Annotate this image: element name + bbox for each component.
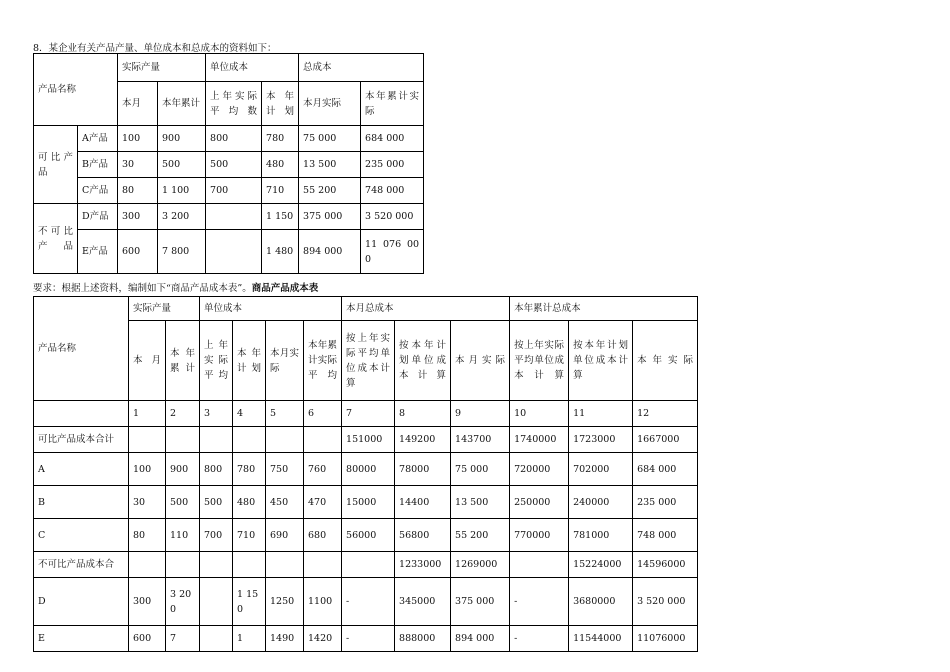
row-name: E [34, 626, 129, 652]
table-row [34, 552, 698, 578]
cell: 500 [166, 486, 200, 519]
cell: 1740000 [510, 427, 569, 453]
column-number: 7 [342, 401, 395, 427]
row-name: B产品 [78, 152, 118, 178]
row-name: A产品 [78, 126, 118, 152]
cell: 3 200 [158, 204, 206, 230]
cell [342, 552, 395, 578]
table-row [34, 486, 698, 519]
cell [200, 626, 233, 652]
subheader-3: 上年实际平均 [200, 321, 233, 401]
cell: 56800 [395, 519, 451, 552]
cell: 375 000 [451, 578, 510, 626]
cell [206, 204, 262, 230]
cell: 1 100 [158, 178, 206, 204]
cell: - [510, 578, 569, 626]
cell: 11076000 [633, 626, 698, 652]
header-ytd-total: 本年累计总成本 [510, 297, 698, 321]
subheader-10: 按上年实际平均单位成本计算 [510, 321, 569, 401]
header-ytd-actual: 本年累计实际 [361, 82, 424, 126]
cell: 151000 [342, 427, 395, 453]
cell: 75 000 [451, 453, 510, 486]
header-total-cost: 总成本 [299, 54, 424, 82]
cell [200, 552, 233, 578]
row-name: 不可比产品成本合 [34, 552, 129, 578]
cell: 14596000 [633, 552, 698, 578]
cell: 690 [266, 519, 304, 552]
header-unit-cost: 单位成本 [200, 297, 342, 321]
cell [200, 427, 233, 453]
cell: 750 [266, 453, 304, 486]
column-number: 4 [233, 401, 266, 427]
cell: 56000 [342, 519, 395, 552]
cell: 235 000 [361, 152, 424, 178]
cell: 470 [304, 486, 342, 519]
requirement-title: 商品产品成本表 [251, 283, 319, 294]
header-month: 本月 [118, 82, 158, 126]
cell [206, 230, 262, 274]
row-name: C [34, 519, 129, 552]
cell: 680 [304, 519, 342, 552]
cell: 7 [166, 626, 200, 652]
row-name: D产品 [78, 204, 118, 230]
cell: 1490 [266, 626, 304, 652]
cell: 1100 [304, 578, 342, 626]
cell [166, 552, 200, 578]
cell: - [342, 626, 395, 652]
cell: 30 [129, 486, 166, 519]
row-name: B [34, 486, 129, 519]
cell [200, 578, 233, 626]
cell: 710 [262, 178, 299, 204]
cell: 300 [118, 204, 158, 230]
subheader-4: 本年计划 [233, 321, 266, 401]
cell: 684 000 [361, 126, 424, 152]
subheader-11: 按本年计划单位成本计算 [569, 321, 633, 401]
cell: 600 [118, 230, 158, 274]
cell: 500 [158, 152, 206, 178]
table-row [34, 578, 698, 626]
row-name: D [34, 578, 129, 626]
cell: 80 [129, 519, 166, 552]
column-number: 5 [266, 401, 304, 427]
header-month-total: 本月总成本 [342, 297, 510, 321]
cell: - [342, 578, 395, 626]
cell: 1250 [266, 578, 304, 626]
cell [129, 427, 166, 453]
cell: 781000 [569, 519, 633, 552]
cell: 55 200 [299, 178, 361, 204]
cell [129, 552, 166, 578]
cell: 100 [129, 453, 166, 486]
table-row [34, 626, 698, 652]
cell [233, 552, 266, 578]
header-month-actual: 本月实际 [299, 82, 361, 126]
cell: 500 [206, 152, 262, 178]
column-number: 8 [395, 401, 451, 427]
requirement-line [33, 280, 318, 294]
header-unit-cost: 单位成本 [206, 54, 299, 82]
cell [304, 552, 342, 578]
cell: 7 800 [158, 230, 206, 274]
cell: 1723000 [569, 427, 633, 453]
question-text: 8．某企业有关产品产量、单位成本和总成本的资料如下： [33, 43, 277, 54]
cell: 149200 [395, 427, 451, 453]
subheader-9: 本月实际 [451, 321, 510, 401]
subheader-12: 本年实际 [633, 321, 698, 401]
header-plan: 本年计划 [262, 82, 299, 126]
cell: 1 480 [262, 230, 299, 274]
cell: 3 520 000 [633, 578, 698, 626]
cell: 684 000 [633, 453, 698, 486]
subheader-7: 按上年实际平均单位成本计算 [342, 321, 395, 401]
column-number: 10 [510, 401, 569, 427]
column-number: 11 [569, 401, 633, 427]
header-product-name: 产品名称 [34, 297, 129, 401]
cell: 748 000 [633, 519, 698, 552]
cell: 900 [166, 453, 200, 486]
cell: 894 000 [451, 626, 510, 652]
cell [266, 427, 304, 453]
cell: 780 [262, 126, 299, 152]
header-actual-qty: 实际产量 [129, 297, 200, 321]
column-number: 9 [451, 401, 510, 427]
subheader-1: 本月 [129, 321, 166, 401]
table-row [34, 427, 698, 453]
cell: 748 000 [361, 178, 424, 204]
row-name: 可比产品成本合计 [34, 427, 129, 453]
cell [304, 427, 342, 453]
cell: 480 [233, 486, 266, 519]
column-number: 2 [166, 401, 200, 427]
cell: 760 [304, 453, 342, 486]
cell: 700 [206, 178, 262, 204]
cell: 700 [200, 519, 233, 552]
cell: 11 076 000 [361, 230, 424, 274]
cell: 450 [266, 486, 304, 519]
group-noncomparable: 不可比产品 [34, 204, 78, 274]
table-row [34, 519, 698, 552]
column-number: 1 [129, 401, 166, 427]
cost-report-table [33, 296, 698, 652]
num-blank [34, 401, 129, 427]
cell: 3 520 000 [361, 204, 424, 230]
subheader-6: 本年累计实际平均 [304, 321, 342, 401]
cell [166, 427, 200, 453]
cell: 13 500 [451, 486, 510, 519]
cell: 14400 [395, 486, 451, 519]
row-name: A [34, 453, 129, 486]
cell: 110 [166, 519, 200, 552]
cell [266, 552, 304, 578]
cell: 15000 [342, 486, 395, 519]
cell: 11544000 [569, 626, 633, 652]
cell: 375 000 [299, 204, 361, 230]
cell: 300 [129, 578, 166, 626]
cell: 3 200 [166, 578, 200, 626]
cell: 720000 [510, 453, 569, 486]
subheader-2: 本年累计 [166, 321, 200, 401]
cell: 780 [233, 453, 266, 486]
table-row [34, 453, 698, 486]
cell: 500 [200, 486, 233, 519]
cell: 480 [262, 152, 299, 178]
column-number: 3 [200, 401, 233, 427]
product-data-table [33, 53, 424, 274]
header-actual-qty: 实际产量 [118, 54, 206, 82]
row-name: C产品 [78, 178, 118, 204]
header-last-year-avg: 上年实际平均数 [206, 82, 262, 126]
cell: 3680000 [569, 578, 633, 626]
cell: 13 500 [299, 152, 361, 178]
cell: 15224000 [569, 552, 633, 578]
cell: 143700 [451, 427, 510, 453]
cell: 900 [158, 126, 206, 152]
requirement-text: 要求：根据上述资料，编制如下“商品产品成本表”。 [33, 283, 252, 294]
cell: 80000 [342, 453, 395, 486]
cell: 75 000 [299, 126, 361, 152]
cell: 235 000 [633, 486, 698, 519]
cell [510, 552, 569, 578]
cell: 30 [118, 152, 158, 178]
group-comparable: 可比产品 [34, 126, 78, 204]
cell: 894 000 [299, 230, 361, 274]
cell: 600 [129, 626, 166, 652]
cell: 770000 [510, 519, 569, 552]
column-number: 6 [304, 401, 342, 427]
cell: 1667000 [633, 427, 698, 453]
subheader-5: 本月实际 [266, 321, 304, 401]
cell: 1 150 [262, 204, 299, 230]
subheader-8: 按本年计划单位成本计算 [395, 321, 451, 401]
cell: 1 150 [233, 578, 266, 626]
cell: 80 [118, 178, 158, 204]
cell: 1269000 [451, 552, 510, 578]
cell: 100 [118, 126, 158, 152]
cell: 710 [233, 519, 266, 552]
header-ytd: 本年累计 [158, 82, 206, 126]
row-name: E产品 [78, 230, 118, 274]
cell: - [510, 626, 569, 652]
cell: 240000 [569, 486, 633, 519]
cell: 1 [233, 626, 266, 652]
cell: 55 200 [451, 519, 510, 552]
cell: 1420 [304, 626, 342, 652]
column-number: 12 [633, 401, 698, 427]
cell: 800 [200, 453, 233, 486]
cell: 1233000 [395, 552, 451, 578]
cell [233, 427, 266, 453]
cell: 702000 [569, 453, 633, 486]
cell: 888000 [395, 626, 451, 652]
cell: 800 [206, 126, 262, 152]
cell: 78000 [395, 453, 451, 486]
cell: 345000 [395, 578, 451, 626]
header-product-name: 产品名称 [34, 54, 118, 126]
cell: 250000 [510, 486, 569, 519]
